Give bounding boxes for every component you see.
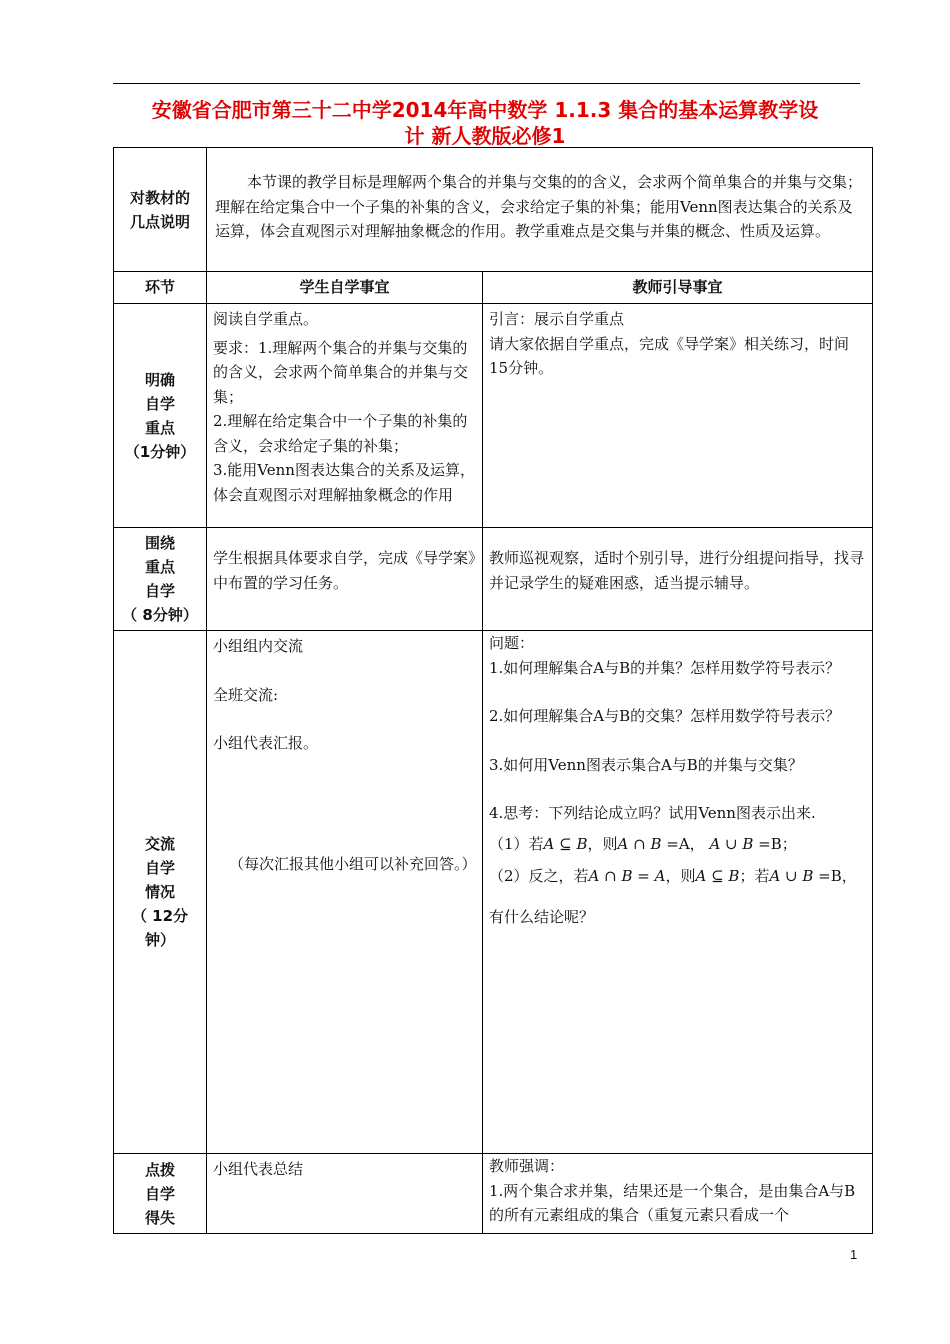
title-line-2: 计 新人教版必修1	[404, 124, 566, 148]
conclusion-2: （2）反之，若A ∩ B = A，则A ⊆ B；若A ∪ B =B，	[489, 867, 857, 885]
row4-label: 点拨 自学 得失	[114, 1154, 207, 1234]
table-row-3	[114, 631, 873, 1154]
row2-student: 学生根据具体要求自学，完成《导学案》中布置的学习任务。	[207, 528, 483, 631]
header-student: 学生自学事宜	[207, 272, 483, 304]
row1-teacher: 引言：展示自学重点 请大家依据自学重点，完成《导学案》相关练习，时间15分钟。	[483, 304, 873, 528]
row1-label: 明确 自学 重点 （1分钟）	[114, 304, 207, 528]
row3-label: 交流 自学 情况 （ 12分 钟）	[114, 631, 207, 1154]
conclusion-1: （1）若A ⊆ B，则A ∩ B =A， A ∪ B =B；	[489, 834, 797, 853]
header-rule	[113, 83, 860, 84]
row2-label: 围绕 重点 自学 （ 8分钟）	[114, 528, 207, 631]
row2-teacher: 教师巡视观察，适时个别引导，进行分组提问指导，找寻并记录学生的疑难困惑，适当提示辅导。	[483, 528, 873, 631]
header-teacher: 教师引导事宜	[483, 272, 873, 304]
table-row-1	[114, 304, 873, 528]
intro-label: 对教材的 几点说明	[114, 148, 207, 272]
row4-student: 小组代表总结	[207, 1154, 483, 1234]
row3-teacher: 问题： 1.如何理解集合A与B的并集？怎样用数学符号表示？ 2.如何理解集合A与B的交集？怎样用数学符号表示？ 3.如何用Venn图表示集合A与B的并集与交集？ 4.思考：下列结论成立吗？试用Venn图表示出来. （1）若A ⊆ B，则A ∩ B =A， A ∪ B =B； （2）反之，若A ∩ B = A，则A ⊆ B；若A ∪ B =B， 有什么结论呢？	[483, 631, 873, 1154]
row3-student: 小组组内交流 全班交流: 小组代表汇报。 （每次汇报其他小组可以补充回答。）	[207, 631, 483, 1154]
table-row-intro	[114, 148, 873, 272]
page-number: 1	[850, 1247, 858, 1262]
header-stage: 环节	[114, 272, 207, 304]
table-header-row	[114, 272, 873, 304]
lesson-plan-table	[113, 147, 873, 1234]
intro-text-cell	[207, 148, 873, 272]
row4-teacher: 教师强调： 1.两个集合求并集，结果还是一个集合，是由集合A与B的所有元素组成的集合（重复元素只看成一个	[483, 1154, 873, 1234]
row1-student: 阅读自学重点。 要求：1.理解两个集合的并集与交集的的含义，会求两个简单集合的并集与交集； 2.理解在给定集合中一个子集的补集的含义，会求给定子集的补集； 3.能用Venn图表达集合的关系及运算，体会直观图示对理解抽象概念的作用	[207, 304, 483, 528]
table-row-2	[114, 528, 873, 631]
intro-text: 本节课的教学目标是理解两个集合的并集与交集的的含义，会求两个简单集合的并集与交集；理解在给定集合中一个子集的补集的含义，会求给定子集的补集；能用Venn图表达集合的关系及运算，体会直观图示对理解抽象概念的作用。教学重难点是交集与并集的概念、性质及运算。	[215, 173, 863, 240]
table-row-4	[114, 1154, 873, 1234]
title-line-1: 安徽省合肥市第三十二中学2014年高中数学 1.1.3 集合的基本运算教学设	[151, 98, 819, 122]
document-title	[100, 97, 870, 149]
